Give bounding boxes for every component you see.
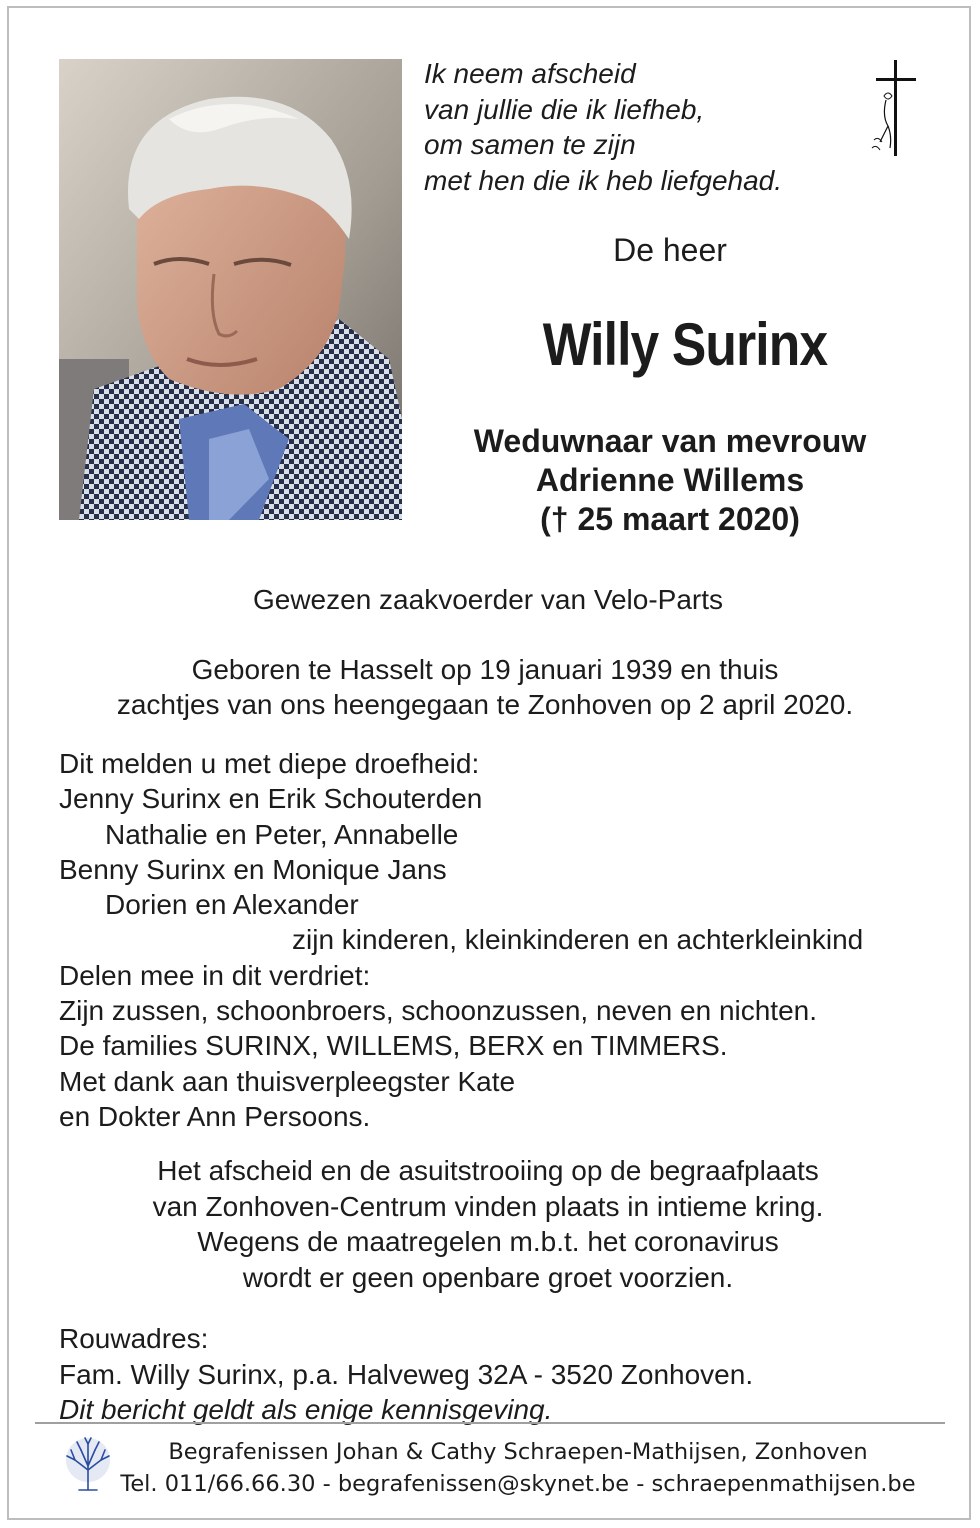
birth-death-line: zachtjes van ons heengegaan te Zonhoven op 2 april 2020. [116,689,854,720]
family-announcement [59,746,863,1134]
family-line: Dorien en Alexander [105,889,359,921]
widower-line: († 25 maart 2020) [540,501,800,537]
family-line: Jenny Surinx en Erik Schouterden [59,783,483,815]
occupation: Gewezen zaakvoerder van Velo-Parts [252,584,724,615]
widower-info [420,422,920,539]
undertaker-info [118,1436,918,1500]
undertaker-contact: Tel. 011/66.66.30 - begrafenissen@skynet.be - schraepenmathijsen.be [120,1471,916,1497]
funeral-line: van Zonhoven-Centrum vinden plaats in intieme kring. [152,1190,824,1222]
farewell-poem [424,56,782,198]
poem-line: om samen te zijn [424,129,636,160]
widower-line: Weduwnaar van mevrouw [473,423,867,459]
funeral-line: Het afscheid en de asuitstrooiing op de begraafplaats [157,1155,819,1186]
poem-line: van jullie die ik liefheb, [424,93,705,125]
birth-death-line: Geboren te Hasselt op 19 januari 1939 en thuis [191,654,779,685]
thanks-line: en Dokter Ann Persoons. [59,1100,371,1132]
family-intro: Dit melden u met diepe droefheid: [59,748,480,779]
thanks-line: Met dank aan thuisverpleegster Kate [59,1065,516,1097]
cross-icon [862,56,922,160]
funeral-line: Wegens de maatregelen m.b.t. het coronavirus [197,1226,779,1257]
mourning-address [59,1321,753,1428]
relatives-line: Zijn zussen, schoonbroers, schoonzussen, neven en nichten. [59,995,818,1027]
funeral-line: wordt er geen openbare groet voorzien. [242,1261,734,1293]
birth-death-info [0,652,970,722]
families-line: De families SURINX, WILLEMS, BERX en TIMMERS. [59,1030,728,1062]
poem-line: Ik neem afscheid [424,58,636,89]
only-notice-line: Dit bericht geldt als enige kennisgeving. [59,1394,553,1425]
salutation: De heer [613,232,727,268]
divider [35,1422,945,1424]
poem-line: met hen die ik heb liefgehad. [424,164,783,196]
widower-line: Adrienne Willems [535,462,805,498]
deceased-name: Willy Surinx [542,311,828,378]
address-line: Fam. Willy Surinx, p.a. Halveweg 32A - 3520 Zonhoven. [59,1358,754,1390]
funeral-info [0,1153,976,1295]
portrait-photo [59,59,402,520]
share-intro: Delen mee in dit verdriet: [59,959,371,991]
address-label: Rouwadres: [59,1323,209,1354]
undertaker-name: Begrafenissen Johan & Cathy Schraepen-Mathijsen, Zonhoven [168,1439,868,1465]
family-line: Benny Surinx en Monique Jans [59,853,447,885]
tree-icon [61,1436,115,1492]
family-relation: zijn kinderen, kleinkinderen en achterkleinkind [292,924,864,956]
family-line: Nathalie en Peter, Annabelle [105,818,459,850]
